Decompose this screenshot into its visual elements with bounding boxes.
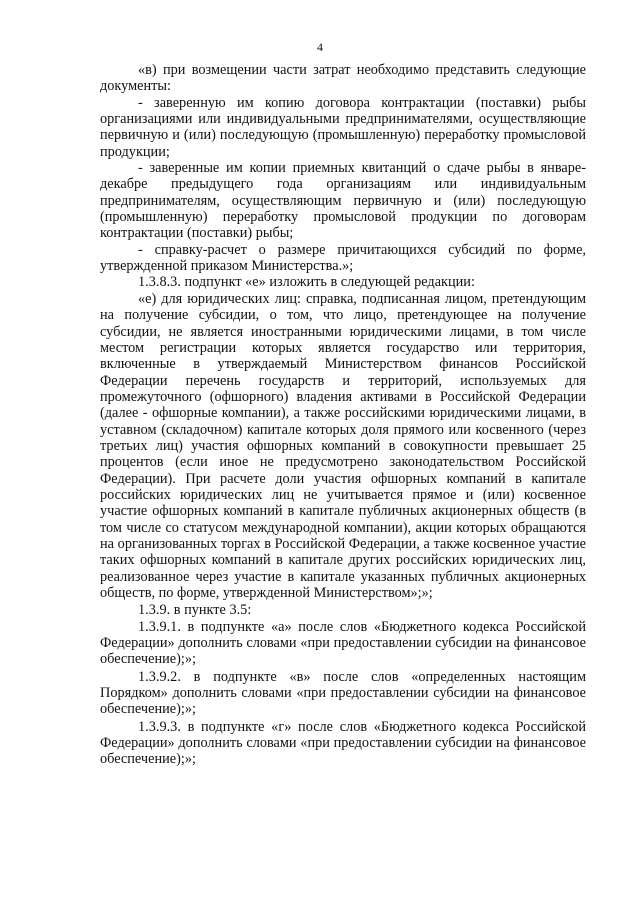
paragraph-1-3-9-2: 1.3.9.2. в подпункте «в» после слов «определенных настоящим Порядком» дополнить словами «при предоставлении субсидии на финансовое обеспечение);»; xyxy=(100,668,586,718)
paragraph-1-3-9-3: 1.3.9.3. в подпункте «г» после слов «Бюджетного кодекса Российской Федерации» дополнить словами «при предоставлении субсидии на финансовое обеспечение);»; xyxy=(100,718,586,768)
paragraph-item-v: «в) при возмещении части затрат необходимо представить следующие документы: xyxy=(100,62,586,95)
paragraph-1-3-8-3: 1.3.8.3. подпункт «е» изложить в следующей редакции: xyxy=(138,274,475,291)
paragraph-contract-copy: - заверенную им копию договора контрактации (поставки) рыбы организациями или индивидуальными предпринимателями, осуществляющие первичную и (или) последующую (промышленную) переработку промысловой продукции; xyxy=(100,94,586,160)
paragraph-1-3-9-1: 1.3.9.1. в подпункте «а» после слов «Бюджетного кодекса Российской Федерации» дополнить словами «при предоставлении субсидии на финансовое обеспечение);»; xyxy=(100,618,586,668)
document-body xyxy=(100,62,586,768)
paragraph-subsidy-calculation: - справку-расчет о размере причитающихся субсидий по форме, утвержденной приказом Министерства.»; xyxy=(100,241,586,275)
paragraph-1-3-9: 1.3.9. в пункте 3.5: xyxy=(138,602,252,619)
paragraph-item-e: «е) для юридических лиц: справка, подписанная лицом, претендующим на получение субсидии, о том, что лицо, претендующее на получение субсидии, не является иностранными юридическими лицами, в том числе местом регистрации которых является государство или территория, включенные в утверждаемый Министерством финансов Российской Федерации перечень государств и территорий, используемых для промежуточного (офшорного) владения активами в Российской Федерации (далее - офшорные компании), а также российскими юридическими лицами, в уставном (складочном) капитале которых доля прямого или косвенного (через третьих лиц) участия офшорных компаний в совокупности превышает 25 процентов (если иное не предусмотрено законодательством Российской Федерации). При расчете доли участия офшорных компаний в капитале российских юридических лиц не учитывается прямое и (или) косвенное участие офшорных компаний в капитале публичных акционерных обществ (в том числе со статусом международной компании), акции которых обращаются на организованных торгах в Российской Федерации, а также косвенное участие таких офшорных компаний в капитале других российских юридических лиц, реализованное через участие в капитале указанных публичных акционерных обществ, по форме, утвержденной Министерством»;»; xyxy=(100,290,586,601)
paragraph-receipts-copy: - заверенные им копии приемных квитанций о сдаче рыбы в январе-декабре предыдущего года организациям или индивидуальным предпринимателям, осуществляющим первичную и (или) последующую (промышленную) переработку промысловой продукции по договорам контрактации (поставки) рыбы; xyxy=(100,160,586,242)
page-number: 4 xyxy=(317,40,323,54)
